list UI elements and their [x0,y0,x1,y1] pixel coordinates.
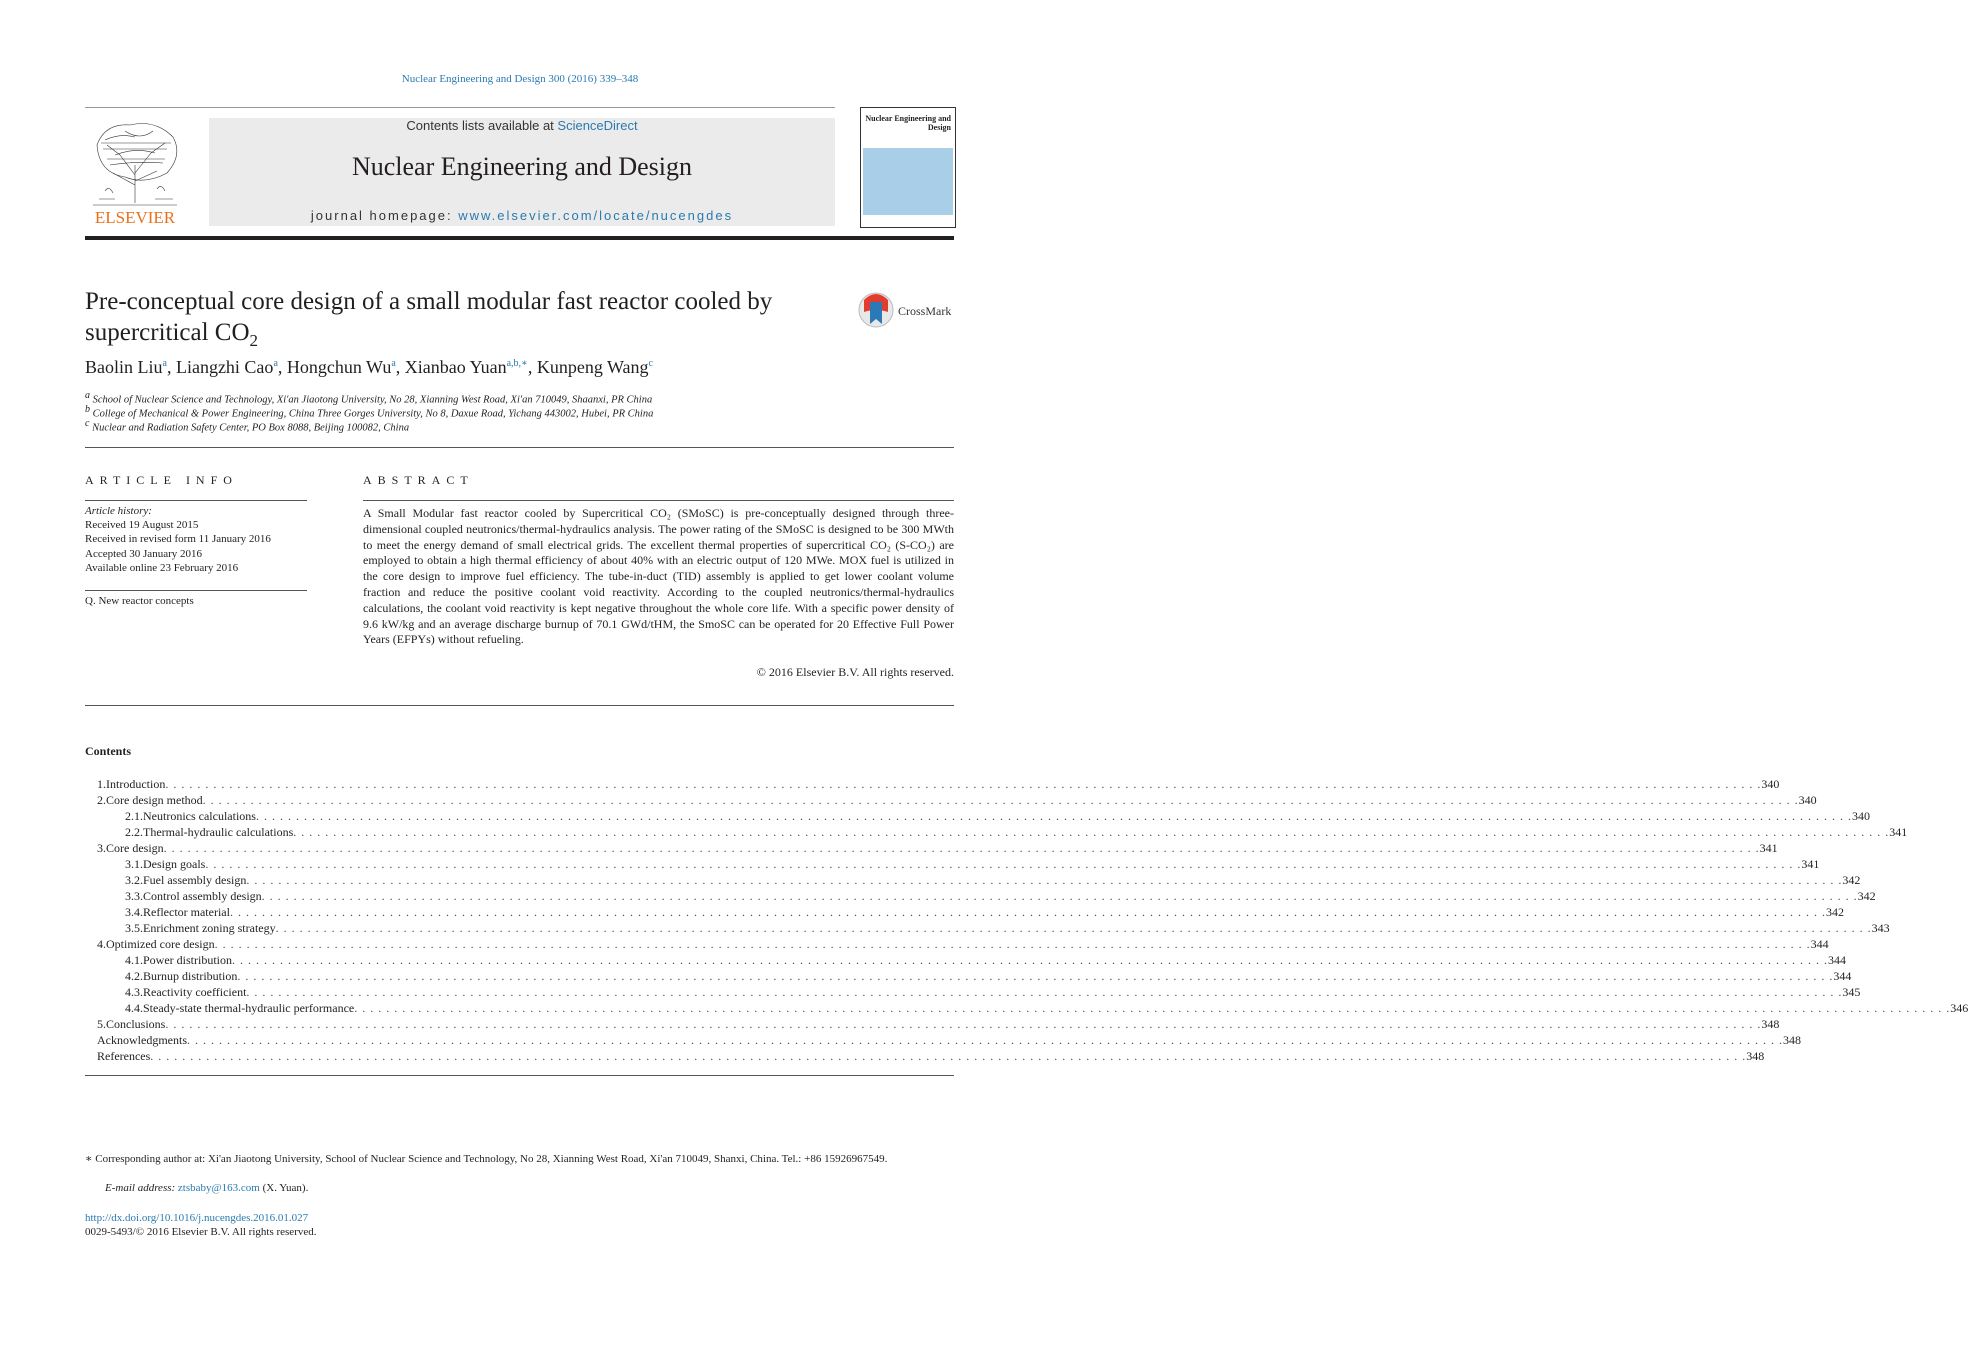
contents-availability [209,118,835,133]
sciencedirect-link[interactable]: ScienceDirect [557,118,638,133]
toc-title: Core design method [106,793,203,807]
toc-page: 342 [1825,905,1844,919]
toc-item[interactable] [85,824,1908,840]
toc-number: 2.1. [125,809,143,823]
toc-page: 345 [1842,985,1861,999]
article-title-main: Pre-conceptual core design of a small modular fast reactor cooled by supercritical CO [85,288,773,346]
email-line [105,1182,308,1194]
author[interactable]: Liangzhi Cao$^a$ [175,357,278,377]
section-rule [85,500,307,501]
toc-leader: . . . . . . . . . . . . . . . . . . . . . . . . . . . . . . . . . . . . . . . . . . . . . . . . . . . . . . . . . . . . . . . . . . . . . . . . . . . . . . . . . . . . . . . . . . . . . . . . . . . . . . . . . . . . . . . . . . . . . . . . . . . . . . . . . . . . . . . . . . . . . . . . . . . . . . . . . . . . . . . . . . . . . . . . . . . . . . . . . . . . . . . . . . . . . . . . . . . . . . . . [293,825,1890,839]
toc-title: Design goals [143,857,206,871]
toc-title: Acknowledgments [97,1033,187,1047]
article-title [85,286,845,356]
toc-number: 4.4. [125,1001,143,1015]
toc-page: 341 [1759,841,1778,855]
toc-number [85,1048,97,1064]
cover-title: Nuclear Engineering and Design [865,114,951,132]
toc-title: Steady-state thermal-hydraulic performance [143,1001,355,1015]
masthead-rule [85,236,954,240]
article-title-subscript: 2 [249,331,259,350]
header-rule [85,107,835,108]
toc-number: 3.3. [125,889,143,903]
author[interactable]: Hongchun Wu$^a$ [286,357,396,377]
elsevier-wordmark: ELSEVIER [94,208,176,227]
elsevier-logo[interactable] [85,115,185,227]
toc-number: 1. [97,777,106,791]
toc-leader: . . . . . . . . . . . . . . . . . . . . . . . . . . . . . . . . . . . . . . . . . . . . . . . . . . . . . . . . . . . . . . . . . . . . . . . . . . . . . . . . . . . . . . . . . . . . . . . . . . . . . . . . . . . . . . . . . . . . . . . . . . . . . . . . . . . . . . . . . . . . . . . . . . . . . . . . . . . . . . . . . . . . . . . . . . . . . . . . . . . . . . . . . . . . . . . . . . . . . . . . [205,857,1802,871]
toc-leader: . . . . . . . . . . . . . . . . . . . . . . . . . . . . . . . . . . . . . . . . . . . . . . . . . . . . . . . . . . . . . . . . . . . . . . . . . . . . . . . . . . . . . . . . . . . . . . . . . . . . . . . . . . . . . . . . . . . . . . . . . . . . . . . . . . . . . . . . . . . . . . . . . . . . . . . . . . . . . . . . . . . . . . . . . . . . . . . . . . . . . . . . . . . . . . . . . . . . . . . . [163,841,1760,855]
toc-title: Control assembly design [143,889,262,903]
toc-item[interactable] [85,872,1861,888]
toc-title: Conclusions [106,1017,166,1031]
toc-item[interactable] [85,776,1780,792]
history-item: Received 19 August 2015 [85,519,199,531]
toc-leader: . . . . . . . . . . . . . . . . . . . . . . . . . . . . . . . . . . . . . . . . . . . . . . . . . . . . . . . . . . . . . . . . . . . . . . . . . . . . . . . . . . . . . . . . . . . . . . . . . . . . . . . . . . . . . . . . . . . . . . . . . . . . . . . . . . . . . . . . . . . . . . . . . . . . . . . . . . . . . . . . . . . . . . . . . . . . . . . . . . . . . . . . . . . . . . . . . . . . . . . . [214,937,1811,951]
toc-page: 344 [1828,953,1846,967]
toc-leader: . . . . . . . . . . . . . . . . . . . . . . . . . . . . . . . . . . . . . . . . . . . . . . . . . . . . . . . . . . . . . . . . . . . . . . . . . . . . . . . . . . . . . . . . . . . . . . . . . . . . . . . . . . . . . . . . . . . . . . . . . . . . . . . . . . . . . . . . . . . . . . . . . . . . . . . . . . . . . . . . . . . . . . . . . . . . . . . . . . . . . . . . . . . . . . . . . . . . . . . . [202,793,1799,807]
toc-item[interactable] [85,1032,1801,1048]
homepage-prefix: journal homepage: [310,208,459,223]
toc-title: Reactivity coefficient [143,985,247,999]
toc-leader: . . . . . . . . . . . . . . . . . . . . . . . . . . . . . . . . . . . . . . . . . . . . . . . . . . . . . . . . . . . . . . . . . . . . . . . . . . . . . . . . . . . . . . . . . . . . . . . . . . . . . . . . . . . . . . . . . . . . . . . . . . . . . . . . . . . . . . . . . . . . . . . . . . . . . . . . . . . . . . . . . . . . . . . . . . . . . . . . . . . . . . . . . . . . . . . . . . . . . . . . [165,1017,1762,1031]
abstract-heading: ABSTRACT [363,473,474,487]
affiliation: $^a$ School of Nuclear Science and Technology, Xi'an Jiaotong University, No 28, Xianning West Road, Xi'an 710049, Shaanxi, PR China [85,390,653,406]
toc-leader: . . . . . . . . . . . . . . . . . . . . . . . . . . . . . . . . . . . . . . . . . . . . . . . . . . . . . . . . . . . . . . . . . . . . . . . . . . . . . . . . . . . . . . . . . . . . . . . . . . . . . . . . . . . . . . . . . . . . . . . . . . . . . . . . . . . . . . . . . . . . . . . . . . . . . . . . . . . . . . . . . . . . . . . . . . . . . . . . . . . . . . . . . . . . . . . . . . . . . . . . [165,777,1762,791]
toc-item[interactable] [85,808,1870,824]
toc-page: 342 [1842,873,1861,887]
copyright: © 2016 Elsevier B.V. All rights reserved. [756,665,954,679]
toc-item[interactable] [85,840,1778,856]
toc-number: 4.3. [125,985,143,999]
keyword: Q. New reactor concepts [85,595,194,607]
toc-number: 3.1. [125,857,143,871]
author[interactable]: Baolin Liu$^a$ [85,357,167,377]
toc-title: Enrichment zoning strategy [143,921,276,935]
toc-number: 3.2. [125,873,143,887]
issn-line: 0029-5493/© 2016 Elsevier B.V. All rights reserved. [85,1226,317,1238]
toc-page: 348 [1761,1017,1780,1031]
toc-title: Power distribution [143,953,232,967]
toc-title: Burnup distribution [143,969,238,983]
toc-page: 344 [1810,937,1829,951]
section-rule [85,447,954,448]
crossmark-icon [858,290,958,330]
history-item: Accepted 30 January 2016 [85,548,202,560]
section-rule [85,590,307,591]
email-label: E-mail address: [105,1182,178,1194]
toc-page: 340 [1761,777,1780,791]
toc-page: 346 [1950,1001,1968,1015]
toc-leader: . . . . . . . . . . . . . . . . . . . . . . . . . . . . . . . . . . . . . . . . . . . . . . . . . . . . . . . . . . . . . . . . . . . . . . . . . . . . . . . . . . . . . . . . . . . . . . . . . . . . . . . . . . . . . . . . . . . . . . . . . . . . . . . . . . . . . . . . . . . . . . . . . . . . . . . . . . . . . . . . . . . . . . . . . . . . . . . . . . . . . . . . . . . . . . . . . . . . . . . . [261,889,1858,903]
section-rule [85,705,954,706]
author[interactable]: Kunpeng Wang$^c$ [536,357,653,377]
toc-number [85,1032,97,1048]
email-link[interactable]: ztsbaby@163.com [177,1182,260,1194]
toc-leader: . . . . . . . . . . . . . . . . . . . . . . . . . . . . . . . . . . . . . . . . . . . . . . . . . . . . . . . . . . . . . . . . . . . . . . . . . . . . . . . . . . . . . . . . . . . . . . . . . . . . . . . . . . . . . . . . . . . . . . . . . . . . . . . . . . . . . . . . . . . . . . . . . . . . . . . . . . . . . . . . . . . . . . . . . . . . . . . . . . . . . . . . . . . . . . . . . . . . . . . . [232,953,1828,967]
corresponding-author-note: ∗ Corresponding author at: Xi'an Jiaotong University, School of Nuclear Science and Technology, No 28, Xianning West Road, Xi'an 710049, Shanxi, China. Tel.: +86 15926967549. [85,1153,888,1165]
toc-page: 340 [1798,793,1817,807]
homepage-link[interactable]: www.elsevier.com/locate/nucengdes [458,208,734,223]
toc-item[interactable] [85,984,1861,1000]
toc-item[interactable] [85,968,1852,984]
toc-page: 341 [1889,825,1908,839]
toc-item[interactable] [85,904,1844,920]
history-item: Available online 23 February 2016 [85,562,239,574]
journal-homepage [209,208,835,223]
toc-leader: . . . . . . . . . . . . . . . . . . . . . . . . . . . . . . . . . . . . . . . . . . . . . . . . . . . . . . . . . . . . . . . . . . . . . . . . . . . . . . . . . . . . . . . . . . . . . . . . . . . . . . . . . . . . . . . . . . . . . . . . . . . . . . . . . . . . . . . . . . . . . . . . . . . . . . . . . . . . . . . . . . . . . . . . . . . . . . . . . . . . . . . . . . . . . . . . . . . . . . . . [237,969,1834,983]
contents-heading: Contents [85,744,132,758]
toc-number: 4.2. [125,969,143,983]
journal-cover-thumbnail[interactable] [860,107,956,228]
author-list: Baolin Liu$^a$, Liangzhi Cao$^a$, Hongchun Wu$^a$, Xianbao Yuan$^{a,b,∗}$, Kunpeng Wang$^c$ [85,357,653,377]
toc-page: 341 [1801,857,1820,871]
abstract-text: A Small Modular fast reactor cooled by Supercritical CO₂ (SMoSC) is pre-conceptually designed through three-dimensional coupled neutronics/thermal-hydraulics analysis. The power rating of the SMoSC is designed to be 300 MWth to meet the energy demand of small electrical grids. The excellent thermal properties of supercritical CO₂ (S-CO₂) are employed to obtain a high thermal efficiency of about 40% with an electric output of 120 MWe. MOX fuel is utilized in the core design to improve fuel efficiency. The tube-in-duct (TID) assembly is applied to get lower coolant volume fraction and reduce the positive coolant void reactivity. According to the coupled neutronics/thermal-hydraulics calculations, the coolant void reactivity is kept negative throughout the whole core life. With a specific power density of 9.6 kW/kg and an average discharge burnup of 70.1 GWd/tHM, the SmoSC can be operated for 20 Effective Full Power Years (EFPYs) without refueling. [363,506,954,647]
toc-page: 348 [1746,1049,1765,1063]
email-suffix: (X. Yuan). [259,1182,309,1194]
toc-page: 342 [1857,889,1876,903]
toc-leader: . . . . . . . . . . . . . . . . . . . . . . . . . . . . . . . . . . . . . . . . . . . . . . . . . . . . . . . . . . . . . . . . . . . . . . . . . . . . . . . . . . . . . . . . . . . . . . . . . . . . . . . . . . . . . . . . . . . . . . . . . . . . . . . . . . . . . . . . . . . . . . . . . . . . . . . . . . . . . . . . . . . . . . . . . . . . . . . . . . . . . . . . . . . . . . . . . . . . . . . . [150,1049,1747,1063]
toc-leader: . . . . . . . . . . . . . . . . . . . . . . . . . . . . . . . . . . . . . . . . . . . . . . . . . . . . . . . . . . . . . . . . . . . . . . . . . . . . . . . . . . . . . . . . . . . . . . . . . . . . . . . . . . . . . . . . . . . . . . . . . . . . . . . . . . . . . . . . . . . . . . . . . . . . . . . . . . . . . . . . . . . . . . . . . . . . . . . . . . . . . . . . . . . . . . . . . . . . . . . . [246,985,1843,999]
toc-title: Introduction [106,777,166,791]
author[interactable]: Xianbao Yuan$^{a,b,∗}$ [404,357,528,377]
toc-item[interactable] [85,1000,1968,1016]
crossmark-badge[interactable] [858,290,958,330]
doi-link[interactable]: http://dx.doi.org/10.1016/j.nucengdes.2016.01.027 [85,1212,309,1224]
toc-number: 2. [97,793,106,807]
toc-title: References [97,1049,151,1063]
contents-prefix: Contents lists available at [406,118,558,133]
toc-item[interactable] [85,1016,1780,1032]
toc-leader: . . . . . . . . . . . . . . . . . . . . . . . . . . . . . . . . . . . . . . . . . . . . . . . . . . . . . . . . . . . . . . . . . . . . . . . . . . . . . . . . . . . . . . . . . . . . . . . . . . . . . . . . . . . . . . . . . . . . . . . . . . . . . . . . . . . . . . . . . . . . . . . . . . . . . . . . . . . . . . . . . . . . . . . . . . . . . . . . . . . . . . . . . . . . . . . . . . . . . . . . [354,1001,1951,1015]
toc-item[interactable] [85,1048,1765,1064]
crossmark-label: CrossMark [898,304,952,318]
toc-page: 344 [1833,969,1852,983]
section-rule [85,1075,954,1076]
toc-title: Thermal-hydraulic calculations [143,825,294,839]
history-item: Received in revised form 11 January 2016 [85,533,271,545]
toc-item[interactable] [85,856,1820,872]
toc-item[interactable] [85,888,1876,904]
affiliation: $^c$ Nuclear and Radiation Safety Center, PO Box 8088, Beijing 100082, China [85,418,410,434]
toc-leader: . . . . . . . . . . . . . . . . . . . . . . . . . . . . . . . . . . . . . . . . . . . . . . . . . . . . . . . . . . . . . . . . . . . . . . . . . . . . . . . . . . . . . . . . . . . . . . . . . . . . . . . . . . . . . . . . . . . . . . . . . . . . . . . . . . . . . . . . . . . . . . . . . . . . . . . . . . . . . . . . . . . . . . . . . . . . . . . . . . . . . . . . . . . . . . . . . . . . . . . . [275,921,1872,935]
toc-number: 4.1. [125,953,143,967]
toc-page: 348 [1782,1033,1801,1047]
journal-citation[interactable]: Nuclear Engineering and Design 300 (2016) 339–348 [401,73,639,85]
toc-number: 3.5. [125,921,143,935]
toc-number: 4. [97,937,106,951]
toc-item[interactable] [85,792,1817,808]
toc-title: Fuel assembly design [143,873,247,887]
toc-number: 5. [97,1017,106,1031]
toc-leader: . . . . . . . . . . . . . . . . . . . . . . . . . . . . . . . . . . . . . . . . . . . . . . . . . . . . . . . . . . . . . . . . . . . . . . . . . . . . . . . . . . . . . . . . . . . . . . . . . . . . . . . . . . . . . . . . . . . . . . . . . . . . . . . . . . . . . . . . . . . . . . . . . . . . . . . . . . . . . . . . . . . . . . . . . . . . . . . . . . . . . . . . . . . . . . . . . . . . . . . . [229,905,1826,919]
toc-leader: . . . . . . . . . . . . . . . . . . . . . . . . . . . . . . . . . . . . . . . . . . . . . . . . . . . . . . . . . . . . . . . . . . . . . . . . . . . . . . . . . . . . . . . . . . . . . . . . . . . . . . . . . . . . . . . . . . . . . . . . . . . . . . . . . . . . . . . . . . . . . . . . . . . . . . . . . . . . . . . . . . . . . . . . . . . . . . . . . . . . . . . . . . . . . . . . . . . . . . . . [246,873,1843,887]
toc-title: Reflector material [143,905,230,919]
toc-page: 343 [1871,921,1890,935]
article-info-heading: ARTICLE INFO [85,473,238,487]
section-rule [363,500,954,501]
toc-item[interactable] [85,952,1846,968]
toc-number: 2.2. [125,825,143,839]
affiliation: $^b$ College of Mechanical & Power Engineering, China Three Gorges University, No 8, Daxue Road, Yichang 443002, Hubei, PR China [85,404,654,420]
toc-item[interactable] [85,936,1829,952]
toc-number: 3.4. [125,905,143,919]
toc-page: 340 [1851,809,1870,823]
toc-number: 3. [97,841,106,855]
toc-title: Neutronics calculations [143,809,256,823]
history-label: Article history: [85,505,152,517]
toc-title: Core design [106,841,164,855]
toc-leader: . . . . . . . . . . . . . . . . . . . . . . . . . . . . . . . . . . . . . . . . . . . . . . . . . . . . . . . . . . . . . . . . . . . . . . . . . . . . . . . . . . . . . . . . . . . . . . . . . . . . . . . . . . . . . . . . . . . . . . . . . . . . . . . . . . . . . . . . . . . . . . . . . . . . . . . . . . . . . . . . . . . . . . . . . . . . . . . . . . . . . . . . . . . . . . . . . . . . . . . . [186,1033,1783,1047]
cover-image [863,148,953,215]
toc-leader: . . . . . . . . . . . . . . . . . . . . . . . . . . . . . . . . . . . . . . . . . . . . . . . . . . . . . . . . . . . . . . . . . . . . . . . . . . . . . . . . . . . . . . . . . . . . . . . . . . . . . . . . . . . . . . . . . . . . . . . . . . . . . . . . . . . . . . . . . . . . . . . . . . . . . . . . . . . . . . . . . . . . . . . . . . . . . . . . . . . . . . . . . . . . . . . . . . . . . . . . [255,809,1852,823]
toc-title: Optimized core design [106,937,215,951]
toc-item[interactable] [85,920,1890,936]
journal-title: Nuclear Engineering and Design [351,152,693,181]
